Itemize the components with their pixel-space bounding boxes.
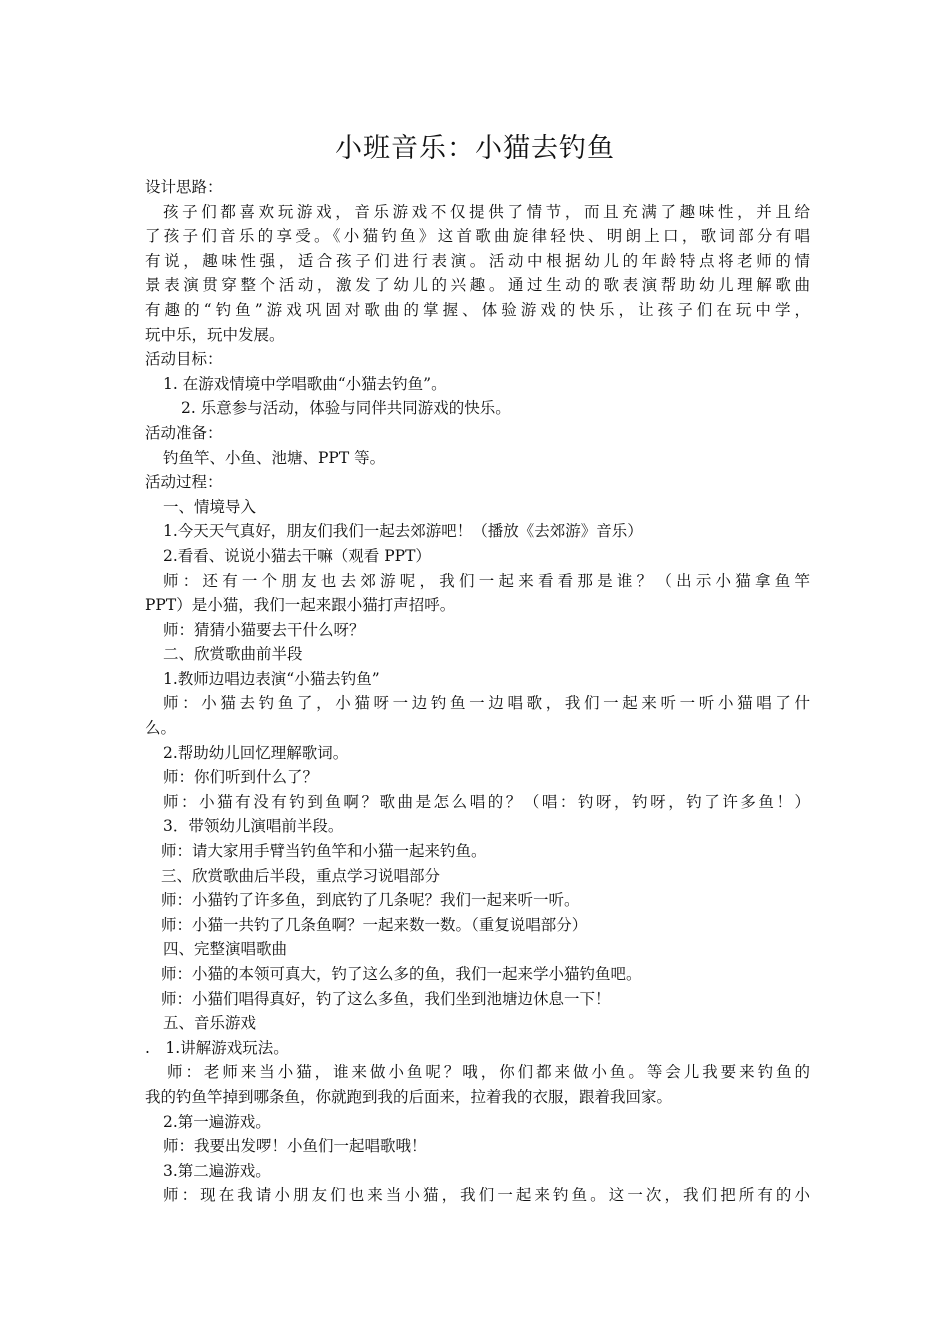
dialogue-line: 师：小猫钓了许多鱼，到底钓了几条呢？我们一起来听一听。 <box>161 891 580 910</box>
dialogue-line: 师：小猫的本领可真大，钓了这么多的鱼，我们一起来学小猫钓鱼吧。 <box>161 965 642 983</box>
paragraph-line: 孩子们都喜欢玩游戏，音乐游戏不仅提供了情节，而且充满了趣味性，并且给 <box>163 202 810 221</box>
list-item: 2.看看、说说小猫去干嘛（观看 PPT） <box>163 546 431 565</box>
dialogue-line: 么。 <box>145 719 177 738</box>
list-item: 2.帮助幼儿回忆理解歌词。 <box>163 743 349 762</box>
section-heading: 活动准备： <box>145 423 223 442</box>
dialogue-line: 师：小猫们唱得真好，钓了这么多鱼，我们坐到池塘边休息一下！ <box>161 989 611 1008</box>
list-item: . 1.讲解游戏玩法。 <box>145 1038 289 1057</box>
dialogue-line: 师：还有一个朋友也去郊游呢，我们一起来看看那是谁？（出示小猫拿鱼竿 <box>163 571 810 590</box>
document-body <box>145 175 810 1208</box>
list-item: 3.第二遍游戏。 <box>163 1161 271 1180</box>
dialogue-line: 师：老师来当小猫，谁来做小鱼呢？哦，你们都来做小鱼。等会儿我要来钓鱼的 <box>167 1063 810 1082</box>
section-heading: 活动过程： <box>145 473 223 492</box>
subsection-heading: 五、音乐游戏 <box>163 1014 257 1033</box>
dialogue-line: PPT）是小猫，我们一起来跟小猫打声招呼。 <box>145 596 456 615</box>
paragraph-line: 钓鱼竿、小鱼、池塘、PPT 等。 <box>163 448 386 467</box>
subsection-heading: 四、完整演唱歌曲 <box>163 940 288 959</box>
list-item: 3．带领幼儿演唱前半段。 <box>163 817 344 836</box>
paragraph-line: 有说，趣味性强，适合孩子们进行表演。活动中根据幼儿的年龄特点将老师的情 <box>145 251 810 270</box>
subsection-heading: 二、欣赏歌曲前半段 <box>163 645 303 664</box>
list-item: 1. 在游戏情境中学唱歌曲“小猫去钓鱼”。 <box>163 374 447 393</box>
section-heading: 设计思路： <box>145 178 223 196</box>
list-item: 2. 乐意参与活动，体验与同伴共同游戏的快乐。 <box>181 399 511 418</box>
dialogue-line: 师：小猫有没有钓到鱼啊？歌曲是怎么唱的？（唱：钓呀，钓呀，钓了许多鱼！） <box>163 792 810 811</box>
dialogue-line: 师：现在我请小朋友们也来当小猫，我们一起来钓鱼。这一次，我们把所有的小 <box>163 1186 810 1205</box>
dialogue-line: 师：小猫去钓鱼了，小猫呀一边钓鱼一边唱歌，我们一起来听一听小猫唱了什 <box>163 694 810 713</box>
subsection-heading: 一、情境导入 <box>163 497 257 516</box>
paragraph-line: 玩中乐，玩中发展。 <box>145 325 285 344</box>
dialogue-line: 师：请大家用手臂当钓鱼竿和小猫一起来钓鱼。 <box>161 842 487 861</box>
dialogue-line: 我的钓鱼竿掉到哪条鱼，你就跑到我的后面来，拉着我的衣服，跟着我回家。 <box>145 1087 673 1106</box>
paragraph-line: 景表演贯穿整个活动，激发了幼儿的兴趣。通过生动的歌表演帮助幼儿理解歌曲 <box>145 276 810 295</box>
subsection-heading: 三、欣赏歌曲后半段，重点学习说唱部分 <box>161 866 441 885</box>
paragraph-line: 有趣的“钓鱼”游戏巩固对歌曲的掌握、体验游戏的快乐，让孩子们在玩中学， <box>145 300 810 319</box>
dialogue-line: 师：猜猜小猫要去干什么呀？ <box>163 620 365 639</box>
list-item: 1.今天天气真好，朋友们我们一起去郊游吧！（播放《去郊游》音乐） <box>163 522 643 541</box>
dialogue-line: 师：我要出发啰！小鱼们一起唱歌哦！ <box>163 1137 427 1156</box>
list-item: 1.教师边唱边表演“小猫去钓鱼” <box>163 669 380 688</box>
paragraph-line: 了孩子们音乐的享受。《小猫钓鱼》这首歌曲旋律轻快、明朗上口，歌词部分有唱 <box>145 227 810 246</box>
dialogue-line: 师：小猫一共钓了几条鱼啊？一起来数一数。（重复说唱部分） <box>161 915 588 934</box>
list-item: 2.第一遍游戏。 <box>163 1112 271 1131</box>
section-heading: 活动目标： <box>145 350 223 369</box>
dialogue-line: 师：你们听到什么了？ <box>163 768 319 787</box>
document-title: 小班音乐：小猫去钓鱼 <box>335 133 615 164</box>
